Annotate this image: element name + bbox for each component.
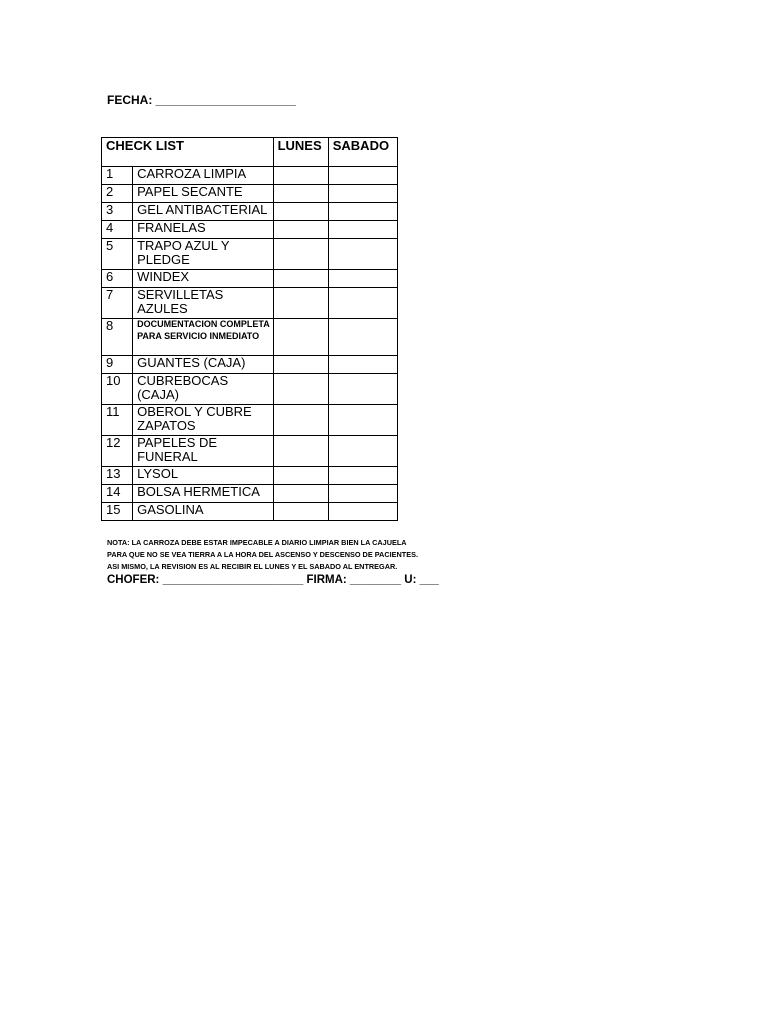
lunes-checkbox-cell[interactable] [273, 185, 328, 203]
nota-text [107, 537, 418, 573]
table-row [102, 185, 398, 203]
table-row [102, 405, 398, 436]
row-item: FRANELAS [133, 221, 273, 239]
table-header-row [102, 138, 398, 167]
table-row [102, 288, 398, 319]
sabado-checkbox-cell[interactable] [328, 467, 397, 485]
table-row [102, 436, 398, 467]
lunes-checkbox-cell[interactable] [273, 467, 328, 485]
lunes-checkbox-cell[interactable] [273, 203, 328, 221]
column-header-lunes: LUNES [273, 138, 328, 167]
sabado-checkbox-cell[interactable] [328, 436, 397, 467]
nota-line: NOTA: LA CARROZA DEBE ESTAR IMPECABLE A DIARIO LIMPIAR BIEN LA CAJUELA [107, 538, 407, 547]
row-item: CARROZA LIMPIA [133, 167, 273, 185]
table-row [102, 239, 398, 270]
row-item: LYSOL [133, 467, 273, 485]
table-row [102, 485, 398, 503]
table-row [102, 221, 398, 239]
row-item: GUANTES (CAJA) [133, 356, 273, 374]
sabado-checkbox-cell[interactable] [328, 405, 397, 436]
row-item: GEL ANTIBACTERIAL [133, 203, 273, 221]
lunes-checkbox-cell[interactable] [273, 270, 328, 288]
row-number: 14 [102, 485, 133, 503]
table-row [102, 374, 398, 405]
table-row [102, 270, 398, 288]
table-row [102, 503, 398, 521]
row-number: 11 [102, 405, 133, 436]
sabado-checkbox-cell[interactable] [328, 167, 397, 185]
row-number: 8 [102, 319, 133, 356]
row-item: PAPELES DE FUNERAL [133, 436, 273, 467]
nota-line: PARA QUE NO SE VEA TIERRA A LA HORA DEL ASCENSO Y DESCENSO DE PACIENTES. [107, 550, 418, 559]
sabado-checkbox-cell[interactable] [328, 270, 397, 288]
row-item: WINDEX [133, 270, 273, 288]
lunes-checkbox-cell[interactable] [273, 356, 328, 374]
sabado-checkbox-cell[interactable] [328, 288, 397, 319]
row-number: 9 [102, 356, 133, 374]
row-number: 15 [102, 503, 133, 521]
row-number: 6 [102, 270, 133, 288]
column-header-checklist: CHECK LIST [102, 138, 274, 167]
lunes-checkbox-cell[interactable] [273, 288, 328, 319]
sabado-checkbox-cell[interactable] [328, 203, 397, 221]
checklist-table [101, 137, 398, 521]
sabado-checkbox-cell[interactable] [328, 221, 397, 239]
sabado-checkbox-cell[interactable] [328, 319, 397, 356]
lunes-checkbox-cell[interactable] [273, 374, 328, 405]
sabado-checkbox-cell[interactable] [328, 239, 397, 270]
row-number: 3 [102, 203, 133, 221]
lunes-checkbox-cell[interactable] [273, 167, 328, 185]
row-item: GASOLINA [133, 503, 273, 521]
lunes-checkbox-cell[interactable] [273, 485, 328, 503]
row-number: 2 [102, 185, 133, 203]
row-item: PAPEL SECANTE [133, 185, 273, 203]
row-item: OBEROL Y CUBRE ZAPATOS [133, 405, 273, 436]
sabado-checkbox-cell[interactable] [328, 185, 397, 203]
sabado-checkbox-cell[interactable] [328, 485, 397, 503]
nota-line: ASI MISMO, LA REVISION ES AL RECIBIR EL LUNES Y EL SABADO AL ENTREGAR. [107, 562, 398, 571]
table-row [102, 167, 398, 185]
table-row [102, 203, 398, 221]
lunes-checkbox-cell[interactable] [273, 405, 328, 436]
sabado-checkbox-cell[interactable] [328, 503, 397, 521]
lunes-checkbox-cell[interactable] [273, 239, 328, 270]
table-row [102, 319, 398, 356]
lunes-checkbox-cell[interactable] [273, 221, 328, 239]
lunes-checkbox-cell[interactable] [273, 503, 328, 521]
row-number: 13 [102, 467, 133, 485]
row-item: BOLSA HERMETICA [133, 485, 273, 503]
table-row [102, 356, 398, 374]
table-row [102, 467, 398, 485]
row-item: SERVILLETAS AZULES [133, 288, 273, 319]
row-number: 4 [102, 221, 133, 239]
sabado-checkbox-cell[interactable] [328, 356, 397, 374]
row-item: TRAPO AZUL Y PLEDGE [133, 239, 273, 270]
row-number: 12 [102, 436, 133, 467]
lunes-checkbox-cell[interactable] [273, 319, 328, 356]
row-number: 10 [102, 374, 133, 405]
column-header-sabado: SABADO [328, 138, 397, 167]
fecha-field[interactable]: FECHA: _____________________ [107, 93, 296, 107]
row-item: CUBREBOCAS (CAJA) [133, 374, 273, 405]
row-number: 7 [102, 288, 133, 319]
lunes-checkbox-cell[interactable] [273, 436, 328, 467]
sabado-checkbox-cell[interactable] [328, 374, 397, 405]
chofer-firma-line[interactable]: CHOFER: ______________________ FIRMA: ________ U: ___ [107, 574, 439, 586]
row-item: DOCUMENTACION COMPLETA PARA SERVICIO INMEDIATO [133, 319, 273, 356]
row-number: 1 [102, 167, 133, 185]
row-number: 5 [102, 239, 133, 270]
